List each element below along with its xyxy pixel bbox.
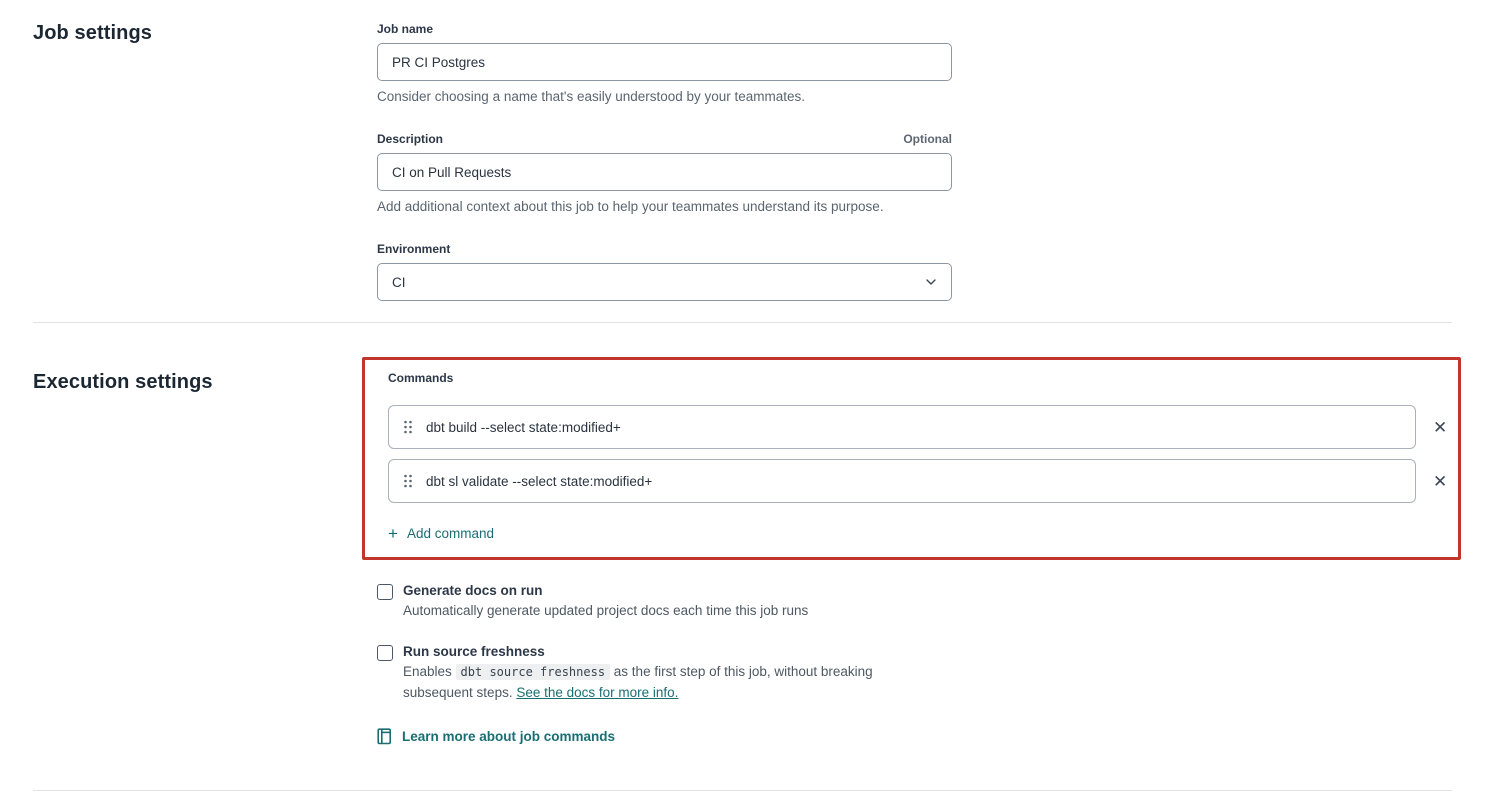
command-input-1[interactable]	[426, 420, 1401, 435]
command-row	[388, 405, 1458, 449]
source-freshness-label[interactable]: Run source freshness	[403, 644, 545, 660]
inline-code: dbt source freshness	[456, 664, 611, 680]
description-input[interactable]	[377, 153, 952, 191]
section-divider	[33, 322, 1452, 323]
generate-docs-label[interactable]: Generate docs on run	[403, 583, 543, 598]
job-name-input[interactable]	[377, 43, 952, 81]
job-name-label: Job name	[377, 22, 434, 36]
plus-icon: +	[388, 524, 398, 543]
description-field	[377, 132, 952, 214]
remove-command-button-1[interactable]: ✕	[1433, 417, 1448, 437]
source-freshness-checkbox[interactable]	[377, 645, 393, 661]
drag-handle-icon[interactable]	[403, 419, 413, 435]
environment-label: Environment	[377, 242, 451, 256]
environment-selected-value: CI	[392, 274, 406, 290]
learn-more-label: Learn more about job commands	[402, 728, 616, 744]
drag-handle-icon[interactable]	[403, 473, 413, 489]
environment-field	[377, 242, 952, 301]
source-freshness-description: Enables dbt source freshness as the first step of this job, without breaking subsequent steps. See the docs for more info.	[403, 664, 873, 700]
commands-highlight-box	[362, 357, 1461, 560]
learn-more-button[interactable]	[377, 728, 615, 745]
generate-docs-checkbox[interactable]	[377, 584, 393, 600]
job-name-field	[377, 22, 952, 104]
execution-settings-section	[33, 357, 1452, 750]
add-command-label: Add command	[406, 526, 494, 541]
job-name-help: Consider choosing a name that's easily understood by your teammates.	[377, 89, 806, 104]
environment-select[interactable]	[377, 263, 952, 301]
command-input-container	[388, 459, 1416, 503]
command-input-2[interactable]	[426, 474, 1401, 489]
command-input-container	[388, 405, 1416, 449]
remove-command-button-2[interactable]: ✕	[1433, 471, 1448, 491]
commands-label: Commands	[388, 371, 454, 385]
command-row	[388, 459, 1458, 503]
description-label: Description	[377, 132, 444, 146]
execution-settings-heading: Execution settings	[33, 371, 213, 393]
source-freshness-row	[377, 644, 1461, 703]
see-docs-link[interactable]: See the docs for more info.	[516, 684, 679, 700]
chevron-down-icon	[925, 278, 937, 286]
generate-docs-row	[377, 583, 1461, 621]
book-icon	[377, 728, 392, 745]
bottom-divider	[33, 790, 1452, 791]
job-settings-heading: Job settings	[33, 22, 152, 44]
add-command-button[interactable]	[388, 525, 494, 542]
optional-badge: Optional	[903, 132, 952, 146]
description-help: Add additional context about this job to help your teammates understand its purpose.	[377, 199, 884, 214]
job-settings-section	[33, 22, 1452, 301]
job-settings-form	[377, 22, 952, 301]
generate-docs-description: Automatically generate updated project docs each time this job runs	[403, 603, 809, 618]
